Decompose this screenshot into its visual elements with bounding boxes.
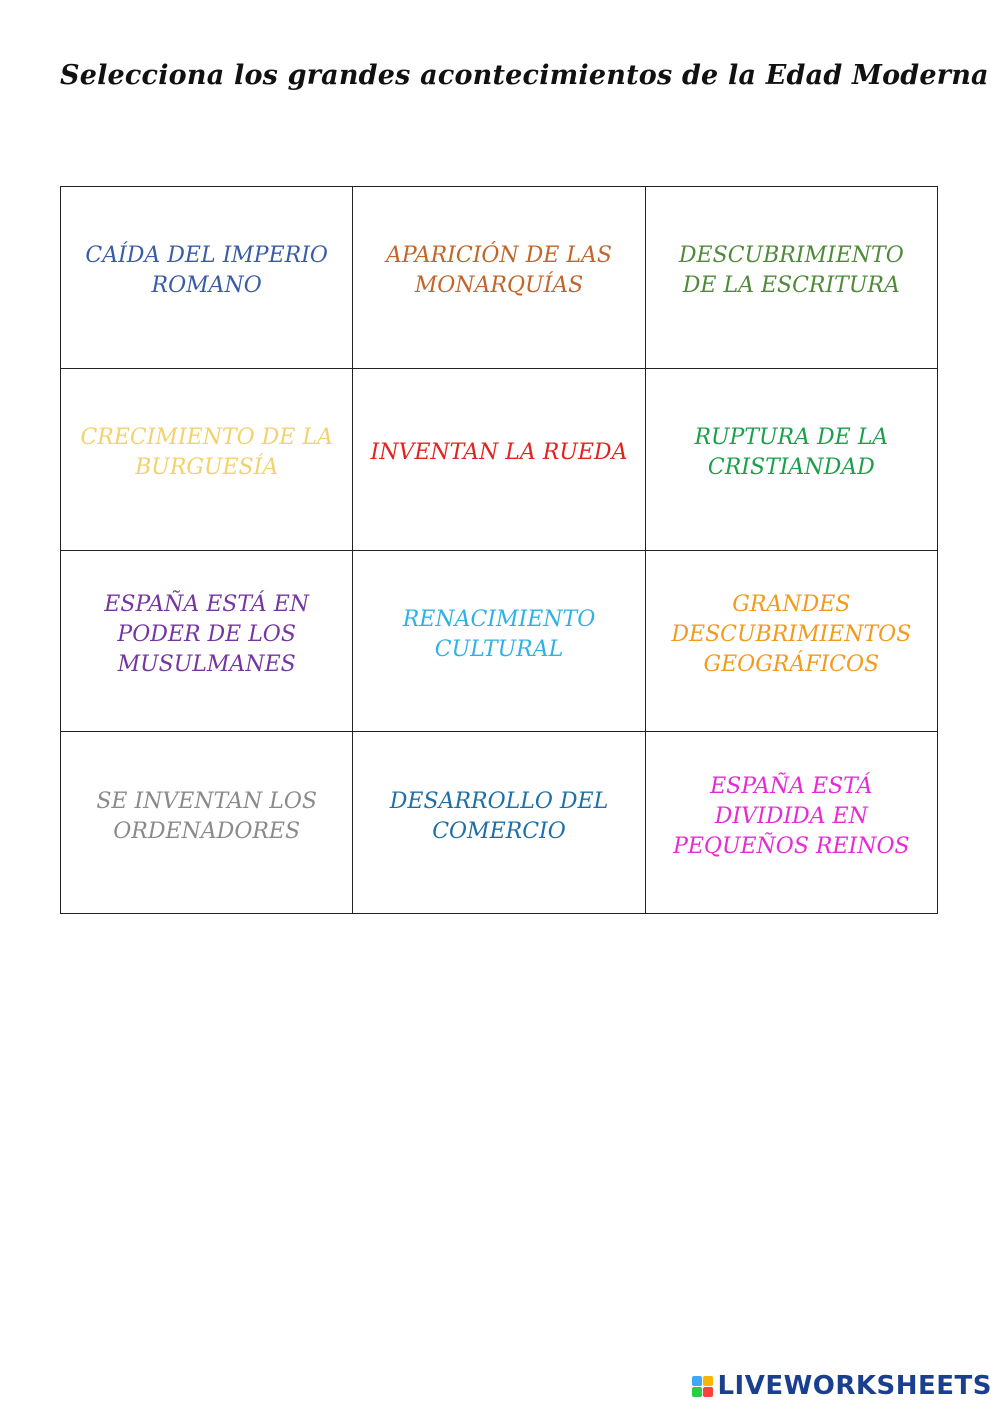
logo-square-4 bbox=[703, 1387, 713, 1397]
event-label-6: RUPTURA DE LA CRISTIANDAD bbox=[694, 425, 889, 481]
event-label-5: INVENTAN LA RUEDA bbox=[370, 440, 628, 466]
event-cell-8[interactable] bbox=[353, 551, 645, 733]
event-cell-3[interactable] bbox=[646, 187, 938, 369]
event-label-12: ESPAÑA ESTÁ DIVIDIDA EN PEQUEÑOS REINOS bbox=[673, 773, 910, 859]
page-title: Selecciona los grandes acontecimientos de la Edad Moderna bbox=[60, 60, 989, 91]
event-cell-12[interactable] bbox=[646, 732, 938, 914]
event-cell-11[interactable] bbox=[353, 732, 645, 914]
event-label-4: CRECIMIENTO DE LA BURGUESÍA bbox=[80, 425, 333, 481]
event-cell-2[interactable] bbox=[353, 187, 645, 369]
event-cell-1[interactable] bbox=[61, 187, 353, 369]
event-cell-7[interactable] bbox=[61, 551, 353, 733]
event-cell-9[interactable] bbox=[646, 551, 938, 733]
event-label-8: RENACIMIENTO CULTURAL bbox=[402, 606, 596, 662]
event-cell-5[interactable] bbox=[353, 369, 645, 551]
event-cell-4[interactable] bbox=[61, 369, 353, 551]
liveworksheets-logo-icon bbox=[692, 1376, 713, 1397]
event-label-7: ESPAÑA ESTÁ EN PODER DE LOS MUSULMANES bbox=[104, 591, 310, 677]
event-label-9: GRANDES DESCUBRIMIENTOS GEOGRÁFICOS bbox=[671, 591, 912, 677]
event-label-2: APARICIÓN DE LAS MONARQUÍAS bbox=[386, 243, 612, 299]
logo-square-3 bbox=[692, 1387, 702, 1397]
logo-square-1 bbox=[692, 1376, 702, 1386]
event-cell-6[interactable] bbox=[646, 369, 938, 551]
event-label-10: SE INVENTAN LOS ORDENADORES bbox=[96, 788, 317, 844]
logo-square-2 bbox=[703, 1376, 713, 1386]
events-grid bbox=[60, 186, 938, 914]
liveworksheets-logo bbox=[692, 1371, 992, 1401]
logo-text: LIVEWORKSHEETS bbox=[717, 1371, 992, 1401]
event-cell-10[interactable] bbox=[61, 732, 353, 914]
event-label-1: CAÍDA DEL IMPERIO ROMANO bbox=[85, 243, 328, 299]
event-label-3: DESCUBRIMIENTO DE LA ESCRITURA bbox=[678, 243, 904, 299]
event-label-11: DESARROLLO DEL COMERCIO bbox=[389, 788, 609, 844]
